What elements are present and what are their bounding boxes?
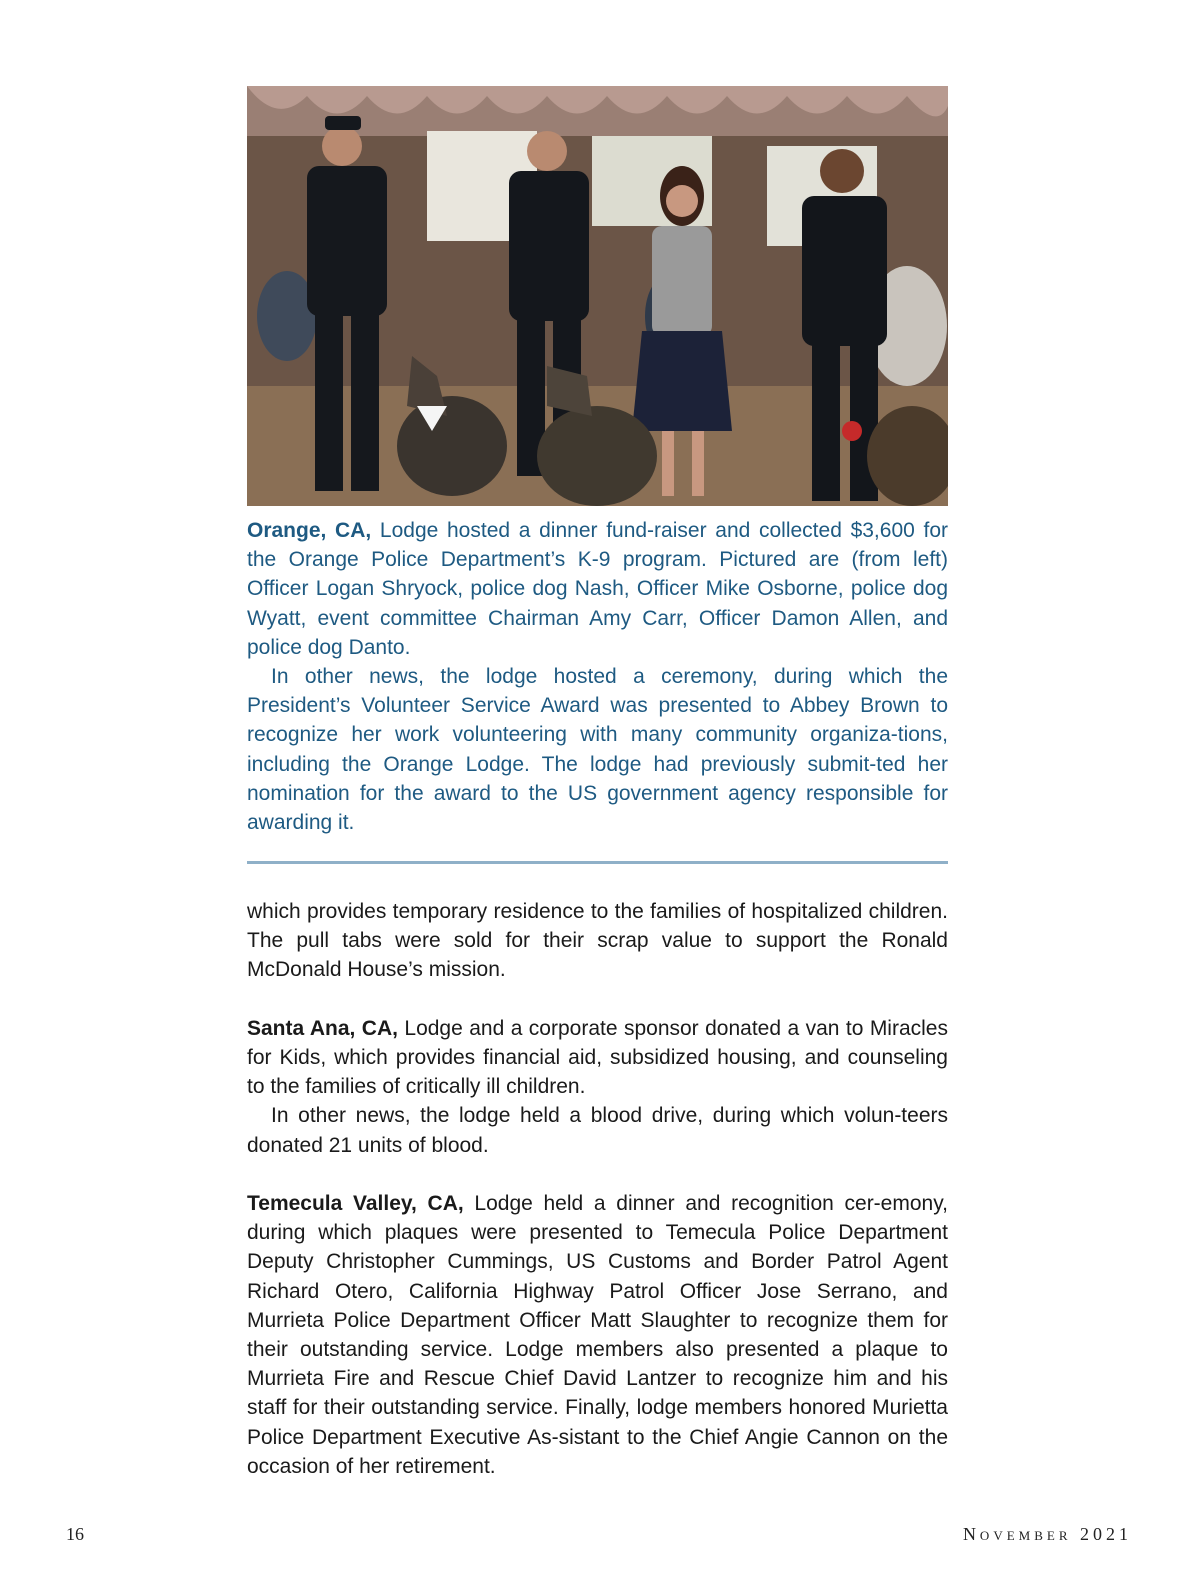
caption-text-1: Lodge hosted a dinner fund-raiser and collected $3,600 for the Orange Police Department’s K-9 program. Pictured are (from left) Officer Logan Shryock, police dog Nash, Officer Mike Osborne, police dog Wyatt, event committee Chairman Amy Carr, Officer Damon Allen, and police dog Danto. [247,519,948,659]
temecula-text-1: Lodge held a dinner and recognition cer-emony, during which plaques were presented to Temecula Police Department Deputy Christopher Cummings, US Customs and Border Patrol Agent Richard Otero, California Highway Patrol Officer Jose Serrano, and Murrieta Police Department Officer Matt Slaughter to recognize them for their outstanding service. Lodge members also presented a plaque to Murrieta Fire and Rescue Chief David Lantzer to recognize him and his staff for their outstanding service. Finally, lodge members honored Murietta Police Department Executive As-sistant to the Chief Angie Cannon on the occasion of her retirement. [247,1192,948,1478]
photo-k9-officers [247,86,948,506]
santa-ana-paragraph-2: In other news, the lodge held a blood drive, during which volun-teers donated 21 units of blood. [247,1104,948,1157]
santa-ana-text-1: Lodge and a corporate sponsor donated a van to Miracles for Kids, which provides financial aid, subsidized housing, and counseling to the families of critically ill children. [247,1016,948,1099]
caption-lead: Orange, CA, [247,519,372,542]
caption-paragraph-1 [247,516,948,662]
temecula-paragraph-1 [247,1189,948,1481]
santa-ana-lead: Santa Ana, CA, [247,1016,398,1040]
continued-paragraph: which provides temporary residence to the families of hospitalized children. The pull tabs were sold for their scrap value to support the Ronald McDonald House’s mission. [247,900,948,982]
paragraph-gap [247,1160,948,1189]
article-column [247,897,948,1481]
paragraph-gap [247,985,948,1014]
caption-paragraph-2: In other news, the lodge hosted a ceremony, during which the President’s Volunteer Service Award was presented to Abbey Brown to recognize her work volunteering with many community organiza-tions, including the Orange Lodge. The lodge had previously submit-ted her nomination for the award to the US government agency responsible for awarding it. [247,665,948,835]
santa-ana-paragraph-1 [247,1014,948,1102]
photo-caption [247,516,948,837]
temecula-lead: Temecula Valley, CA, [247,1192,464,1215]
page-number: 16 [66,1524,84,1544]
issue-date: November 2021 [962,1524,1132,1544]
section-divider [247,861,948,864]
